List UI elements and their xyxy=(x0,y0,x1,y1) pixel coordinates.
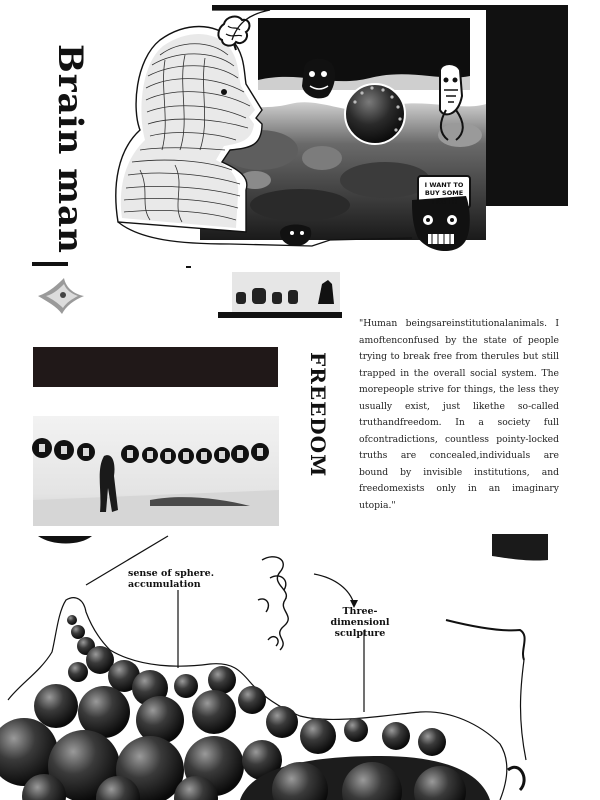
divider-dash xyxy=(32,262,68,266)
brush-stroke xyxy=(446,620,526,790)
divider-dot xyxy=(186,266,191,268)
sphere-pile xyxy=(0,615,490,800)
doodle-face-small xyxy=(280,225,311,246)
statement-quote: "Human beingsareinstitutionalanimals. I amoftenconfused by the state of people trying to break free from therules but still trapped in the overall social system. The morepeople strive for things, the less they usually exist, just likethe so-called truthandfreedom. In a society full ofcontradictions, countless pointy-locked truths are concealed,individuals are bound by invisible institutions, and freedomexists only in an imaginary utopia." xyxy=(359,318,559,511)
dark-cap xyxy=(38,536,92,544)
scribbled-portrait xyxy=(116,27,262,233)
speech-bubble-line1: I WANT TO xyxy=(424,181,464,189)
gallery-photo xyxy=(32,416,279,526)
freedom-heading: FREEDOM xyxy=(306,352,330,478)
studded-sphere xyxy=(345,84,405,144)
label-sphere: sense of sphere. accumulation xyxy=(128,568,215,590)
sculpture-row-photo xyxy=(218,272,342,318)
poster-title: Brain man xyxy=(50,44,90,254)
doodle-mask-figure xyxy=(302,59,335,99)
dark-fragment xyxy=(492,534,548,561)
calligraphy-scribble xyxy=(258,557,288,650)
metallic-star-object xyxy=(38,278,84,314)
speech-bubble-line2: BUY SOME xyxy=(424,189,464,197)
speech-bubble-line3: TRUTH xyxy=(430,198,458,206)
label-sculpture: Three-dimensionl sculpture xyxy=(330,606,390,639)
black-band xyxy=(33,347,278,387)
